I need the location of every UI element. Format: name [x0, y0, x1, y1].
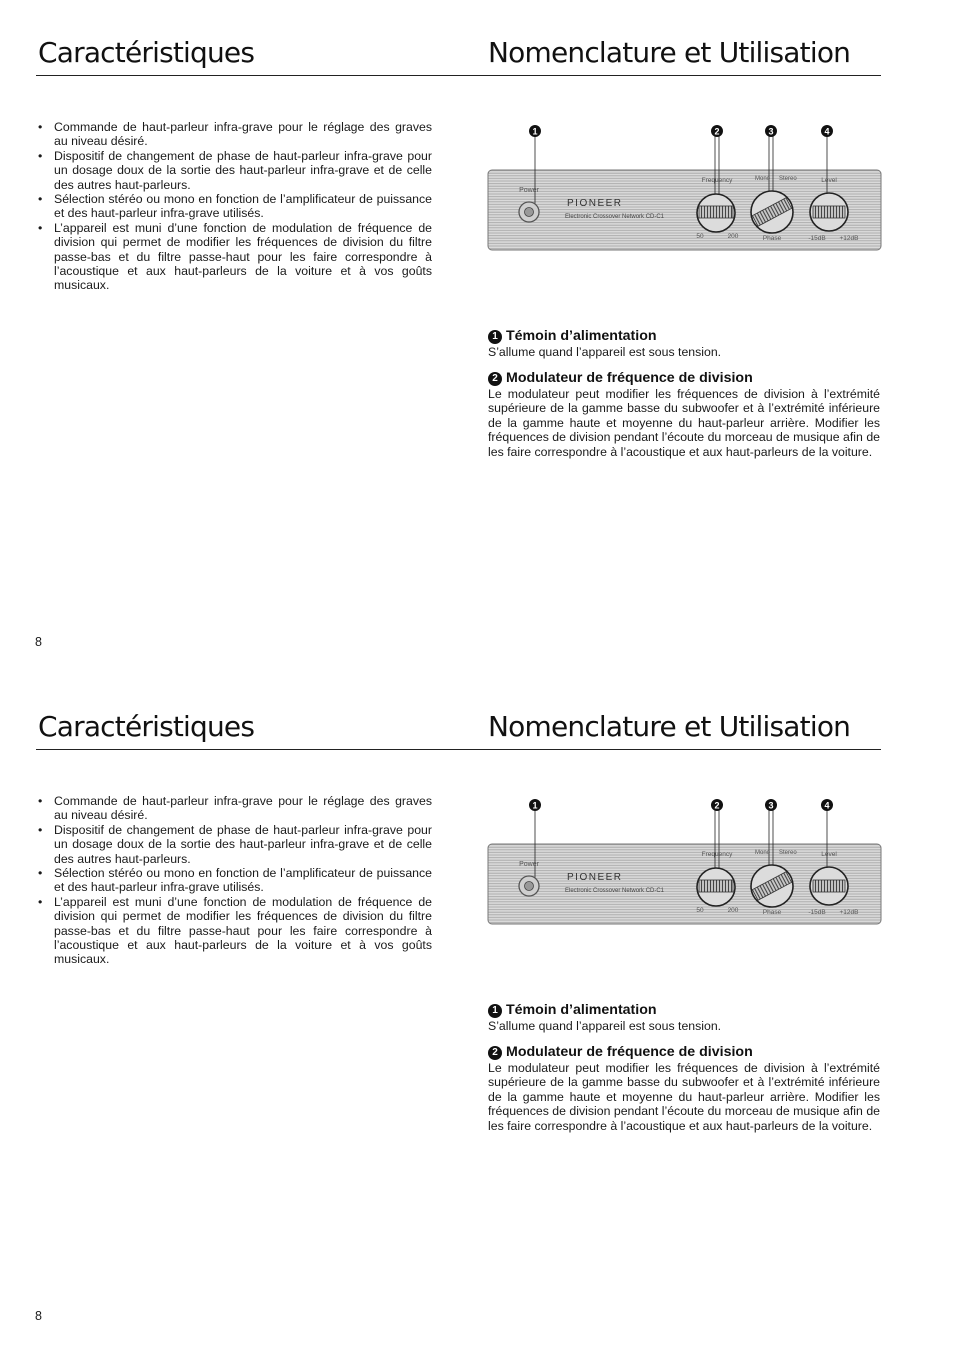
device-illustration: [487, 792, 883, 927]
item-number: 2: [488, 1046, 502, 1060]
frequency-knob: [697, 868, 735, 906]
page-number: 8: [35, 1309, 42, 1323]
callout-4: [821, 125, 833, 137]
power-label: Power: [519, 187, 539, 194]
heading-rule: [36, 75, 881, 76]
level-knob: [810, 193, 848, 231]
feature-item: • Dispositif de changement de phase de haut-parleur infra-grave pour un dosage doux de la sortie des haut-parleur infra-grave et de celle des autres haut-parleurs.: [36, 823, 432, 866]
features-heading: Caractéristiques: [38, 710, 255, 743]
svg-text:2: 2: [714, 800, 720, 811]
level-max-label: +12dB: [839, 235, 859, 242]
mono-label: Mono: [755, 850, 771, 856]
item-title: 2 Modulateur de fréquence de division: [488, 370, 880, 387]
feature-item: • L’appareil est muni d’une fonction de modulation de fréquence de division qui permet de modifier les fréquences de division du filtre passe-bas et du filtre passe-haut pour les faire correspondre à l’acoustique et aux haut-parleurs de la voiture et à vos goûts musicaux.: [36, 895, 432, 967]
feature-item: • Sélection stéréo ou mono en fonction de l’amplificateur de puissance et des haut-parleur infra-grave utilisés.: [36, 866, 432, 895]
svg-text:3: 3: [768, 126, 774, 137]
page-number: 8: [35, 635, 42, 649]
device-illustration: [487, 118, 883, 253]
frequency-min-label: 50: [696, 233, 704, 240]
feature-item: • L’appareil est muni d’une fonction de modulation de fréquence de division qui permet de modifier les fréquences de division du filtre passe-bas et du filtre passe-haut pour les faire correspondre à l’acoustique et aux haut-parleurs de la voiture et à vos goûts musicaux.: [36, 221, 432, 293]
brand-logo: PIONEER: [567, 872, 623, 883]
frequency-max-label: 200: [727, 907, 739, 914]
mode-selector-knob: [751, 191, 793, 233]
frequency-knob: [697, 194, 735, 232]
item-title: 1 Témoin d’alimentation: [488, 1002, 880, 1019]
features-list: [36, 794, 432, 967]
power-label: Power: [519, 861, 539, 868]
item-power-indicator: [488, 1002, 880, 1033]
item-crossover-modulator: [488, 1044, 880, 1133]
item-description: Le modulateur peut modifier les fréquences de division à l’extrémité supérieure de la gamme basse du subwoofer et à l’extrémité inférieure de la gamme haute et moyenne du haut-parleur arrière. Modifier les fréquences de division pendant l’écoute du morceau de musique afin de les faire correspondre à l’acoustique et aux haut-parleurs de la voiture.: [488, 1061, 880, 1133]
item-number: 1: [488, 330, 502, 344]
item-description: Le modulateur peut modifier les fréquences de division à l’extrémité supérieure de la gamme basse du subwoofer et à l’extrémité inférieure de la gamme haute et moyenne du haut-parleur arrière. Modifier les fréquences de division pendant l’écoute du morceau de musique afin de les faire correspondre à l’acoustique et aux haut-parleurs de la voiture.: [488, 387, 880, 459]
brand-logo: PIONEER: [567, 198, 623, 209]
callout-1: [529, 799, 541, 811]
item-number: 1: [488, 1004, 502, 1018]
svg-text:3: 3: [768, 800, 774, 811]
item-number: 2: [488, 372, 502, 386]
level-label: Level: [821, 851, 837, 858]
item-description: S’allume quand l’appareil est sous tension.: [488, 345, 722, 359]
feature-item: • Sélection stéréo ou mono en fonction de l’amplificateur de puissance et des haut-parleur infra-grave utilisés.: [36, 192, 432, 221]
item-crossover-modulator: [488, 370, 880, 459]
mono-label: Mono: [755, 176, 771, 182]
mode-selector-knob: [751, 865, 793, 907]
feature-item: • Commande de haut-parleur infra-grave pour le réglage des graves au niveau désiré.: [36, 794, 432, 823]
item-title: 2 Modulateur de fréquence de division: [488, 1044, 880, 1061]
features-heading: Caractéristiques: [38, 36, 255, 69]
nomenclature-heading: Nomenclature et Utilisation: [488, 710, 851, 743]
stereo-label: Stereo: [779, 176, 797, 182]
feature-item: • Commande de haut-parleur infra-grave pour le réglage des graves au niveau désiré.: [36, 120, 432, 149]
item-power-indicator: [488, 328, 880, 359]
svg-text:4: 4: [824, 126, 830, 137]
nomenclature-heading: Nomenclature et Utilisation: [488, 36, 851, 69]
phase-label: Phase: [762, 235, 782, 242]
features-list: [36, 120, 432, 293]
callout-3: [765, 799, 777, 811]
heading-rule: [36, 749, 881, 750]
stereo-label: Stereo: [779, 850, 797, 856]
callout-1: [529, 125, 541, 137]
model-text: Electronic Crossover Network CD-C1: [565, 214, 665, 220]
feature-item: • Dispositif de changement de phase de haut-parleur infra-grave pour un dosage doux de la sortie des haut-parleur infra-grave et de celle des autres haut-parleurs.: [36, 149, 432, 192]
level-min-label: -15dB: [808, 909, 826, 916]
frequency-label: Frequency: [701, 851, 733, 858]
frequency-max-label: 200: [727, 233, 739, 240]
model-text: Electronic Crossover Network CD-C1: [565, 888, 665, 894]
level-max-label: +12dB: [839, 909, 859, 916]
svg-text:1: 1: [532, 800, 538, 811]
item-title: 1 Témoin d’alimentation: [488, 328, 880, 345]
level-knob: [810, 867, 848, 905]
phase-label: Phase: [762, 909, 782, 916]
svg-text:2: 2: [714, 126, 720, 137]
manual-page: [0, 0, 954, 674]
callout-2: [711, 125, 723, 137]
item-description: S’allume quand l’appareil est sous tension.: [488, 1019, 722, 1033]
svg-text:4: 4: [824, 800, 830, 811]
callout-4: [821, 799, 833, 811]
level-min-label: -15dB: [808, 235, 826, 242]
svg-text:1: 1: [532, 126, 538, 137]
frequency-label: Frequency: [701, 177, 733, 184]
level-label: Level: [821, 177, 837, 184]
frequency-min-label: 50: [696, 907, 704, 914]
callout-3: [765, 125, 777, 137]
callout-2: [711, 799, 723, 811]
manual-page: [0, 674, 954, 1348]
